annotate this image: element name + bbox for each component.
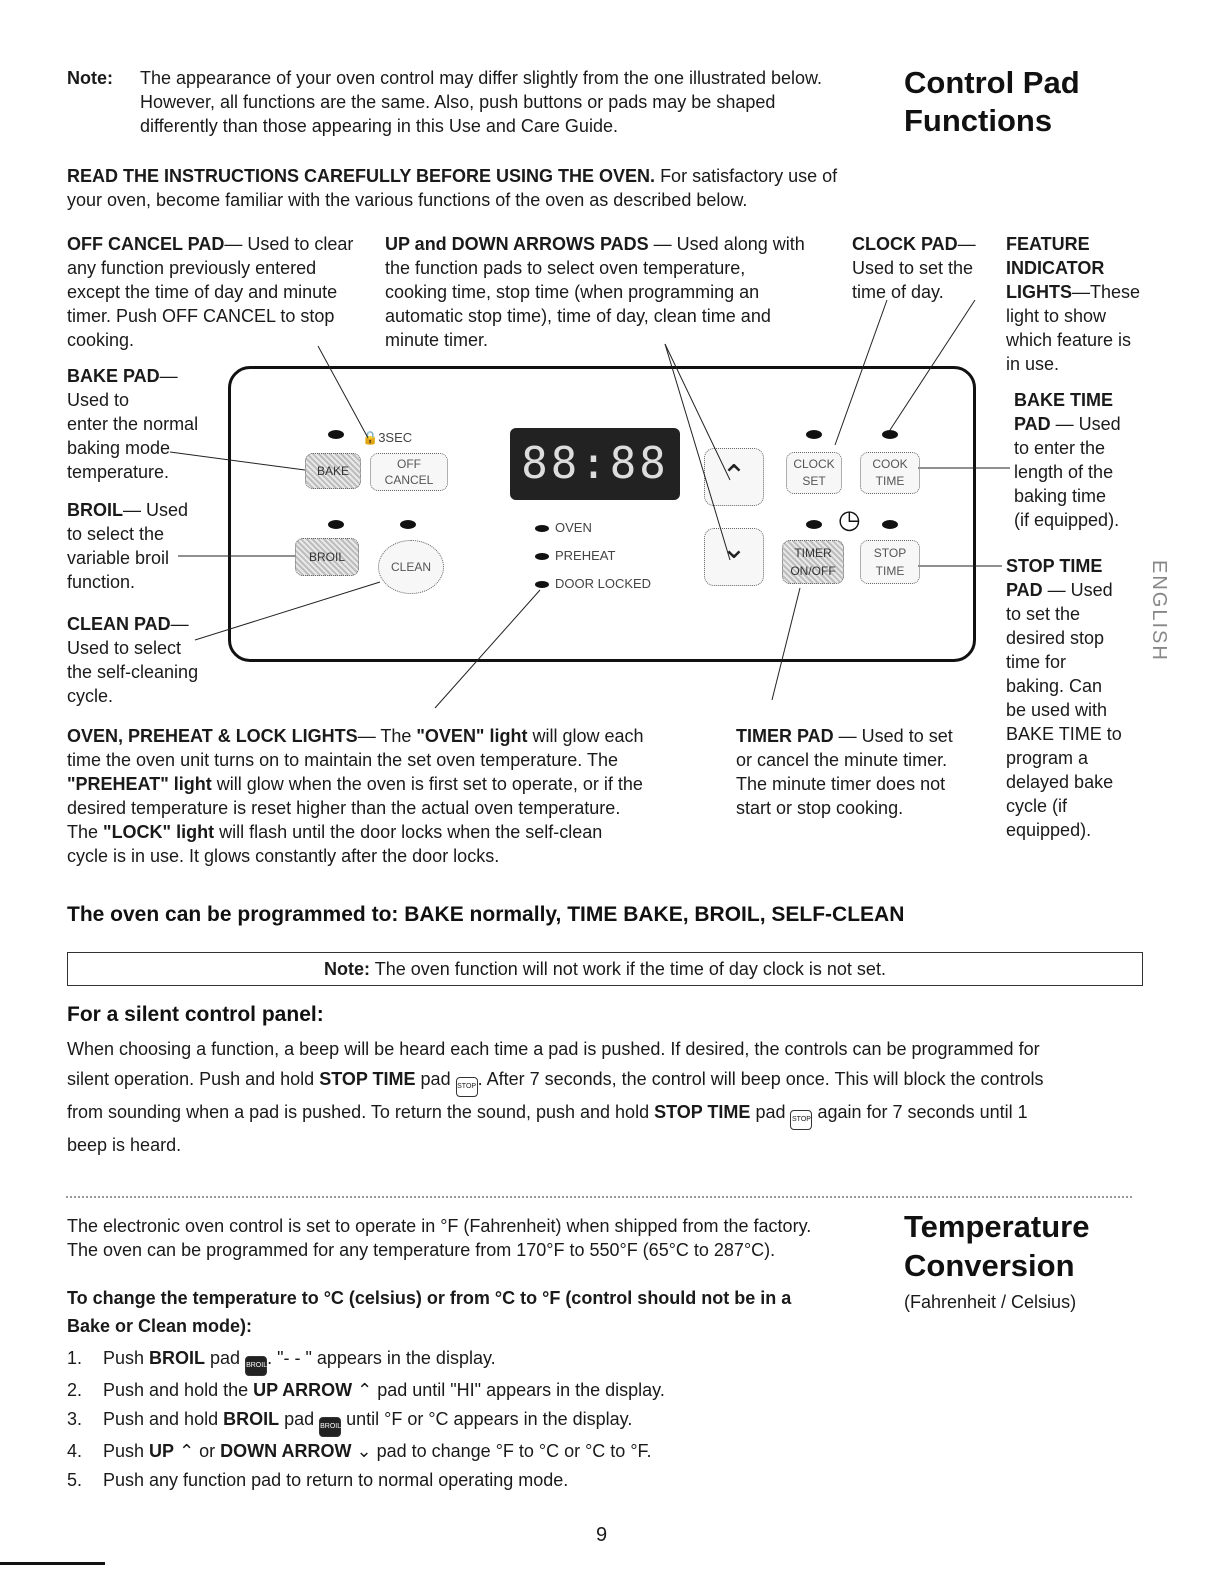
clock-display: 88:88 <box>510 428 680 500</box>
temp-title-2: Conversion <box>904 1248 1075 1283</box>
intro-line-1: READ THE INSTRUCTIONS CAREFULLY BEFORE USING THE OVEN. For satisfactory use of <box>67 166 838 186</box>
leader-bake <box>170 452 305 470</box>
timer-on-off-pad[interactable]: TIMER ON/OFF <box>782 540 844 584</box>
silent-body: When choosing a function, a beep will be heard each time a pad is pushed. If desired, the controls can be programmed for silent operation. Push and hold STOP TIME pad STOP. After 7 seconds, the control will beep once. This will block the controls from sounding when a pad is pushed. To return the sound, push and hold STOP TIME pad STOP again for 7 seconds until 1 beep is heard. <box>67 1039 1044 1155</box>
down-arrow-icon: ⌄ <box>356 1441 372 1461</box>
lock-3sec-label: 🔒3SEC <box>362 430 413 445</box>
clock-set-pad[interactable]: CLOCK SET <box>786 452 842 494</box>
leader-clean <box>195 582 380 640</box>
intro-line-2: your oven, become familiar with the various functions of the oven as described below. <box>67 190 748 210</box>
clock-callout: CLOCK PAD— Used to set the time of day. <box>852 234 976 302</box>
leader-timer <box>772 588 800 700</box>
page-number: 9 <box>596 1524 608 1546</box>
stop-time-pad-icon: STOP <box>790 1110 812 1130</box>
temp-title-1: Temperature <box>904 1209 1090 1244</box>
temp-line-2: The oven can be programmed for any temperature from 170°F to 550°F (65°C to 287°C). <box>67 1240 776 1260</box>
step-1: 1. Push BROIL pad BROIL. "- - " appears in the display. <box>67 1344 665 1376</box>
temp-subtitle: (Fahrenheit / Celsius) <box>904 1292 1077 1312</box>
program-heading: The oven can be programmed to: BAKE normally, TIME BAKE, BROIL, SELF-CLEAN <box>67 903 905 926</box>
temp-steps <box>67 1344 665 1495</box>
stop-time-pad[interactable]: STOP TIME <box>860 540 920 584</box>
section-divider <box>66 1196 1132 1198</box>
preheat-indicator: PREHEAT <box>535 548 615 563</box>
temp-change-heading: To change the temperature to °C (celsius) or from °C to °F (control should not be in a Bake or Clean mode): <box>67 1288 792 1336</box>
broil-pad[interactable]: BROIL <box>295 538 359 576</box>
bake-time-callout: BAKE TIME PAD — Used to enter the length of the baking time (if equipped). <box>1014 390 1121 530</box>
leader-off-cancel <box>318 346 368 438</box>
off-cancel-callout: OFF CANCEL PAD— Used to clear any function previously entered except the time of day and minute timer. Push OFF CANCEL to stop cooking. <box>67 234 354 350</box>
footer-rule <box>0 1562 105 1565</box>
side-tab-english: ENGLISH <box>1148 560 1170 662</box>
broil-callout: BROIL— Used to select the variable broil function. <box>67 500 189 592</box>
off-cancel-pad[interactable]: OFF CANCEL <box>370 453 448 491</box>
step-5: 5. Push any function pad to return to normal operating mode. <box>67 1470 569 1490</box>
up-arrow-icon: ⌃ <box>357 1380 373 1400</box>
cook-time-pad[interactable]: COOK TIME <box>860 452 920 494</box>
bake-pad[interactable]: BAKE <box>305 453 361 489</box>
broil-pad-icon: BROIL <box>245 1356 267 1376</box>
bake-callout: BAKE PAD— Used to enter the normal baking mode temperature. <box>67 366 199 482</box>
timer-callout: TIMER PAD — Used to set or cancel the minute timer. The minute timer does not start or stop cooking. <box>736 726 953 818</box>
feature-callout: FEATURE INDICATOR LIGHTS—These light to show which feature is in use. <box>1006 234 1141 374</box>
up-arrow-icon: ⌃ <box>179 1441 195 1461</box>
note-label: Note: <box>67 68 113 88</box>
clean-callout: CLEAN PAD— Used to select the self-cleaning cycle. <box>67 614 199 706</box>
page-title-line-2: Functions <box>904 103 1053 138</box>
note-box: Note: The oven function will not work if the time of day clock is not set. <box>67 952 1143 986</box>
note-line-3: differently than those appearing in this Use and Care Guide. <box>140 116 618 136</box>
temp-line-1: The electronic oven control is set to operate in °F (Fahrenheit) when shipped from the factory. <box>67 1216 812 1236</box>
down-arrow-icon: ⌄ <box>721 532 747 565</box>
leader-feature <box>890 300 975 430</box>
clean-pad[interactable]: CLEAN <box>378 540 444 594</box>
step-2: 2. Push and hold the UP ARROW ⌃ pad until "HI" appears in the display. <box>67 1380 665 1400</box>
note-line-2: However, all functions are the same. Also, push buttons or pads may be shaped <box>140 92 776 112</box>
oven-indicator: OVEN <box>535 520 592 535</box>
step-4: 4. Push UP ⌃ or DOWN ARROW ⌄ pad to change °F to °C or °C to °F. <box>67 1441 652 1461</box>
leader-up-arrow <box>665 344 730 480</box>
stop-time-pad-icon: STOP <box>456 1077 478 1097</box>
leader-clock <box>835 300 887 445</box>
arrows-callout: UP and DOWN ARROWS PADS — Used along with the function pads to select oven temperature, cooking time, stop time (when programming an automatic stop time), time of day, clean time and minute timer. <box>385 234 805 350</box>
note-line-1: The appearance of your oven control may differ slightly from the one illustrated below. <box>140 68 823 88</box>
step-3: 3. Push and hold BROIL pad BROIL until °F or °C appears in the display. <box>67 1405 665 1437</box>
up-arrow-icon: ⌃ <box>721 460 747 493</box>
silent-heading: For a silent control panel: <box>67 1003 324 1026</box>
clock-icon: ◷ <box>838 504 861 534</box>
leader-down-arrow <box>665 344 730 560</box>
lights-callout: OVEN, PREHEAT & LOCK LIGHTS— The "OVEN" light will glow each time the oven unit turns on to maintain the set oven temperature. The "PREHEAT" light will glow when the oven is first set to operate, or if the desired temperature is reset higher than the actual oven temperature. The "LOCK" light will flash until the door locks when the self-clean cycle is in use. It glows constantly after the door locks. <box>67 726 644 866</box>
page-title-line-1: Control Pad <box>904 65 1080 100</box>
stop-time-callout: STOP TIME PAD — Used to set the desired stop time for baking. Can be used with BAKE TIME to program a delayed bake cycle (if equipped). <box>1006 556 1122 840</box>
leader-lights <box>435 590 540 708</box>
door-locked-indicator: DOOR LOCKED <box>535 576 651 591</box>
broil-pad-icon: BROIL <box>319 1417 341 1437</box>
